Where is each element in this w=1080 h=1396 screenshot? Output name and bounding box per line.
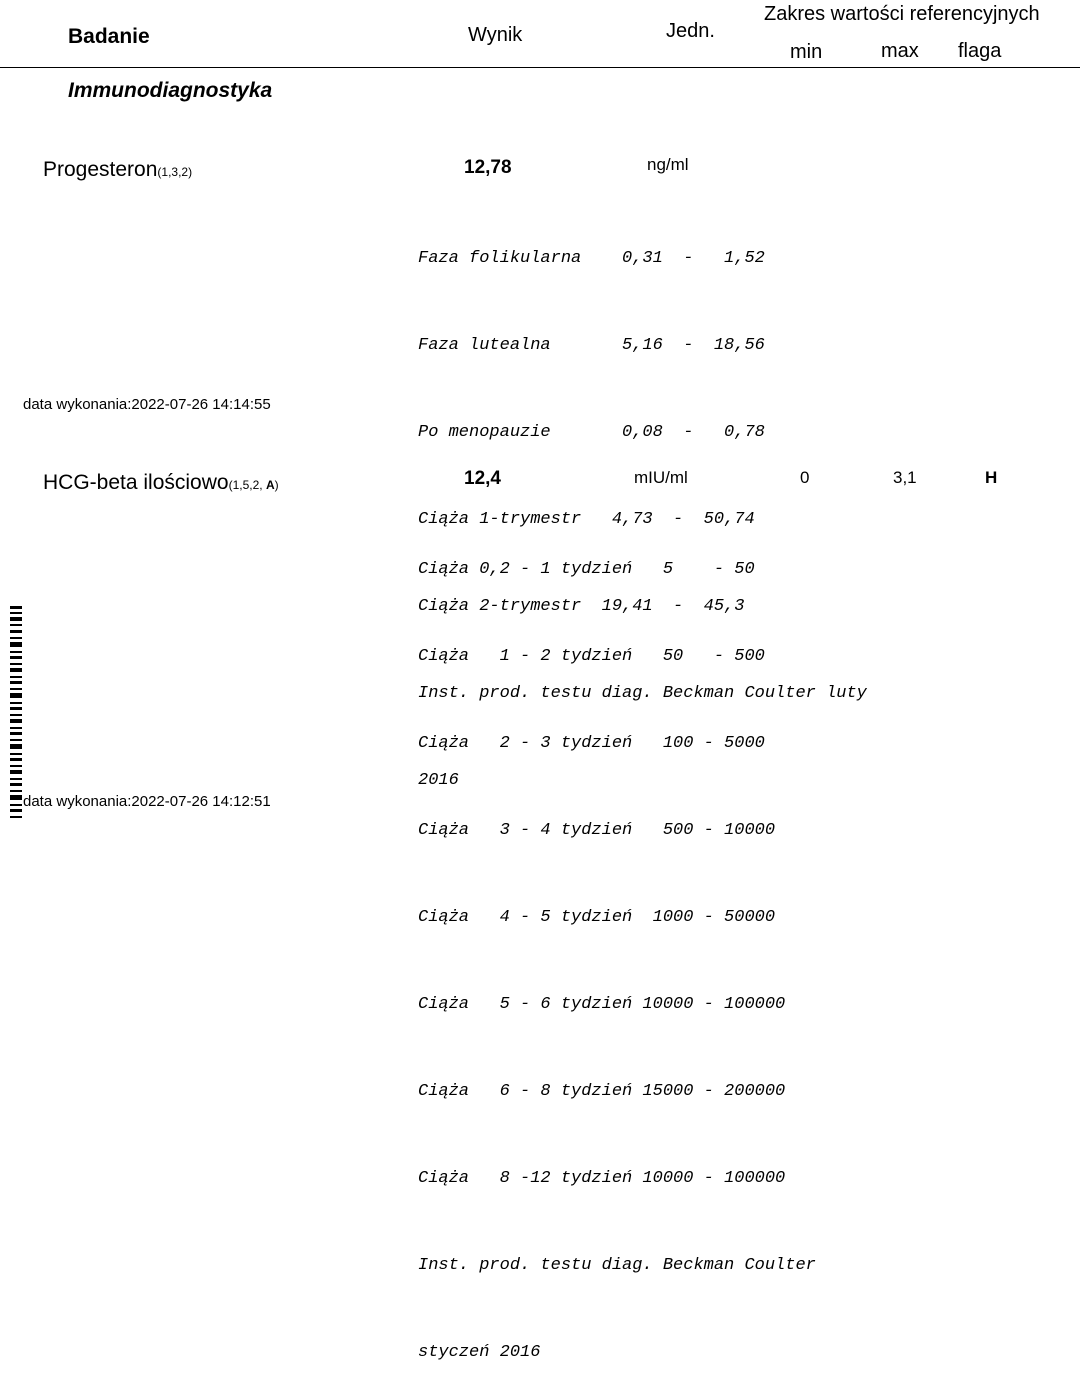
- section-title: Immunodiagnostyka: [68, 79, 273, 102]
- reference-line: Ciąża 5 - 6 tydzień 10000 - 100000: [418, 995, 786, 1014]
- reference-line: Inst. prod. testu diag. Beckman Coulter luty: [418, 684, 867, 703]
- reference-line: Po menopauzie 0,08 - 0,78: [418, 423, 765, 442]
- test-name-hcg-beta: [43, 471, 279, 495]
- result-flag: H: [985, 468, 998, 487]
- reference-max-value: 3,1: [893, 468, 917, 487]
- header-test-label: Badanie: [68, 25, 150, 48]
- test-name-text: HCG-beta ilościowo: [43, 471, 229, 494]
- reference-line: Ciąża 2 - 3 tydzień 100 - 5000: [418, 734, 765, 753]
- header-divider: [0, 67, 1080, 68]
- test-name-progesteron: [43, 158, 192, 182]
- reference-line: styczeń 2016: [418, 1343, 541, 1362]
- header-max-label: max: [881, 40, 919, 62]
- test-name-suffix-flag: A: [265, 478, 275, 492]
- header-flag-label: flaga: [958, 40, 1002, 62]
- test-result-value: 12,4: [464, 468, 501, 489]
- reference-line: Ciąża 6 - 8 tydzień 15000 - 200000: [418, 1082, 786, 1101]
- header-result-label: Wynik: [468, 24, 523, 46]
- barcode: [10, 606, 22, 819]
- reference-line: Inst. prod. testu diag. Beckman Coulter: [418, 1256, 816, 1275]
- reference-line: Ciąża 1 - 2 tydzień 50 - 500: [418, 647, 765, 666]
- test-result-unit: ng/ml: [647, 155, 689, 174]
- test-name-suffix: (1,3,2): [157, 165, 193, 179]
- test-name-suffix-end: ): [274, 478, 279, 492]
- header-unit-label: Jedn.: [666, 20, 715, 42]
- reference-line: 2016: [418, 771, 459, 790]
- reference-min-value: 0: [800, 468, 810, 487]
- reference-line: Ciąża 3 - 4 tydzień 500 - 10000: [418, 821, 776, 840]
- reference-line: Faza folikularna 0,31 - 1,52: [418, 249, 765, 268]
- execution-date: data wykonania:2022-07-26 14:14:55: [23, 396, 271, 413]
- header-min-label: min: [790, 41, 823, 63]
- reference-line: Ciąża 8 -12 tydzień 10000 - 100000: [418, 1169, 786, 1188]
- reference-line: Faza lutealna 5,16 - 18,56: [418, 336, 765, 355]
- reference-line: Ciąża 2-trymestr 19,41 - 45,3: [418, 597, 745, 616]
- test-name-text: Progesteron: [43, 158, 158, 181]
- reference-line: Ciąża 4 - 5 tydzień 1000 - 50000: [418, 908, 776, 927]
- reference-range-block: [418, 497, 816, 1396]
- test-name-suffix: (1,5,2,: [228, 478, 266, 492]
- execution-date: data wykonania:2022-07-26 14:12:51: [23, 793, 271, 810]
- test-result-value: 12,78: [464, 157, 512, 178]
- reference-line: Ciąża 1-trymestr 4,73 - 50,74: [418, 510, 755, 529]
- header-range-label: Zakres wartości referencyjnych: [764, 3, 1040, 25]
- test-result-unit: mIU/ml: [634, 468, 688, 487]
- reference-line: Ciąża 0,2 - 1 tydzień 5 - 50: [418, 560, 755, 579]
